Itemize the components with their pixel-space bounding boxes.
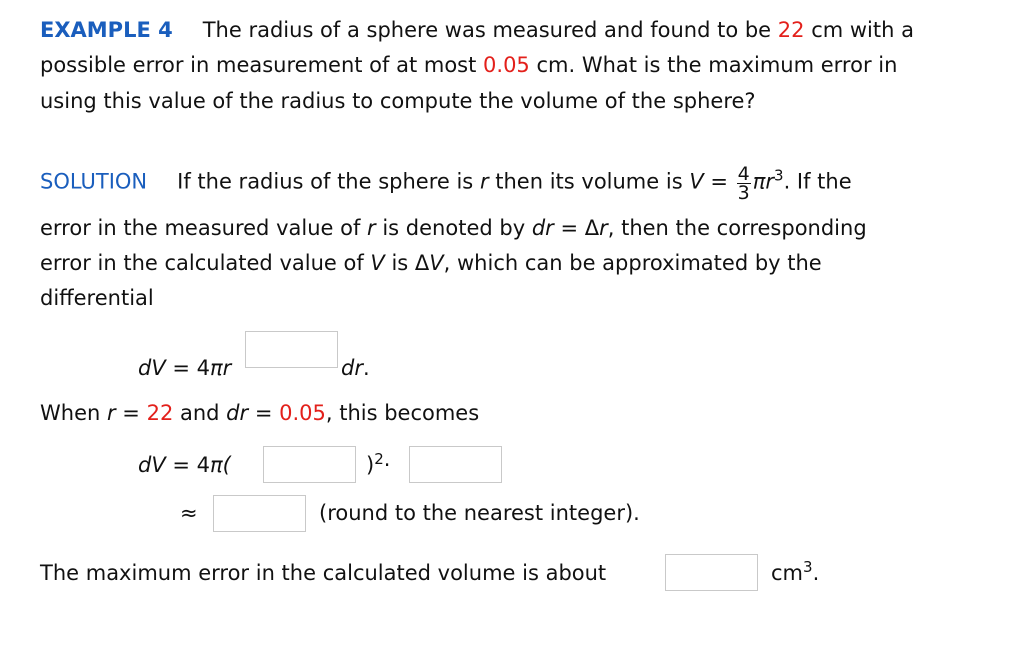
fraction-four-thirds <box>737 165 751 202</box>
solution-text-1c: . If the <box>783 169 852 194</box>
fraction-denominator: 3 <box>737 182 750 204</box>
eq2-square: 2 <box>374 450 384 468</box>
solution-text-2c: = Δ <box>553 216 600 240</box>
unit-cm: cm <box>771 561 804 585</box>
when-rest: , this becomes <box>325 401 480 425</box>
solution-text-2b: is denoted by <box>375 216 532 240</box>
example-line-2 <box>40 52 897 78</box>
var-r-2: r <box>367 216 376 240</box>
solution-line-3 <box>40 250 822 276</box>
multiplier-input[interactable] <box>409 446 502 483</box>
var-V-3: V <box>429 251 444 275</box>
solution-text-4: differential <box>40 286 154 310</box>
equation-2 <box>138 452 231 478</box>
eq2-pi-paren: π( <box>210 453 231 477</box>
radius-input[interactable] <box>263 446 356 483</box>
eq1-lhs: dV <box>138 356 166 380</box>
eq2-eq: = 4 <box>165 453 211 477</box>
when-dr-value: 0.05 <box>279 401 326 425</box>
unit-period: . <box>812 561 820 585</box>
pi-r: πr <box>752 169 775 194</box>
var-r-3: r <box>599 216 608 240</box>
answer-unit <box>771 560 819 586</box>
eq1-dr: dr <box>341 356 363 380</box>
when-eq1: = <box>115 401 147 425</box>
when-dr: dr <box>226 401 249 425</box>
equation-1 <box>138 355 231 381</box>
solution-line-1 <box>40 163 852 204</box>
var-dr: dr <box>531 216 554 240</box>
approx-input[interactable] <box>213 495 306 532</box>
unit-exponent: 3 <box>803 558 813 576</box>
when-eq2: = <box>248 401 280 425</box>
solution-text-3a: error in the calculated value of <box>40 251 371 275</box>
example-label: EXAMPLE 4 <box>40 18 173 42</box>
eq2-close: ) <box>366 453 375 477</box>
eq1-eq: = 4 <box>165 356 211 380</box>
example-text-1b: cm with a <box>804 18 914 42</box>
when-r-value: 22 <box>146 401 174 425</box>
eq2-lhs: dV <box>138 453 166 477</box>
example-text-2a: possible error in measurement of at most <box>40 53 484 77</box>
example-text-3: using this value of the radius to compute the volume of the sphere? <box>40 89 756 113</box>
var-V-2: V <box>370 251 385 275</box>
equation-2-tail <box>366 452 390 478</box>
solution-text-2a: error in the measured value of <box>40 216 368 240</box>
round-note: (round to the nearest integer). <box>319 501 640 525</box>
when-text: When <box>40 401 107 425</box>
when-and: and <box>173 401 227 425</box>
answer-input[interactable] <box>665 554 758 591</box>
when-r: r <box>106 401 116 425</box>
fraction-numerator: 4 <box>737 163 750 185</box>
equals: = <box>703 169 735 194</box>
solution-line-4 <box>40 285 154 311</box>
example-line-3 <box>40 88 756 114</box>
solution-line-2 <box>40 215 867 241</box>
example-line-1 <box>40 17 914 43</box>
solution-text-2d: , then the corresponding <box>607 216 867 240</box>
radius-value: 22 <box>777 18 805 42</box>
equation-1-tail <box>341 355 370 381</box>
when-line <box>40 400 479 426</box>
solution-text-3c: , which can be approximated by the <box>443 251 822 275</box>
error-value: 0.05 <box>483 53 530 77</box>
solution-text-1a: If the radius of the sphere is <box>177 169 480 194</box>
var-V: V <box>689 169 704 194</box>
example-text-2b: cm. What is the maximum error in <box>529 53 898 77</box>
approx-symbol: ≈ <box>180 501 198 525</box>
cube-exponent: 3 <box>774 166 784 185</box>
conclusion-text: The maximum error in the calculated volume is about <box>40 561 607 585</box>
solution-label: SOLUTION <box>40 169 148 194</box>
var-r: r <box>479 169 489 194</box>
eq1-pi-r: πr <box>210 356 232 380</box>
solution-text-1b: then its volume is <box>488 169 690 194</box>
eq2-dot: · <box>383 453 391 477</box>
exponent-input[interactable] <box>245 331 338 368</box>
solution-text-3b: is Δ <box>384 251 430 275</box>
eq1-period: . <box>362 356 370 380</box>
example-text-1a: The radius of a sphere was measured and found to be <box>202 18 778 42</box>
